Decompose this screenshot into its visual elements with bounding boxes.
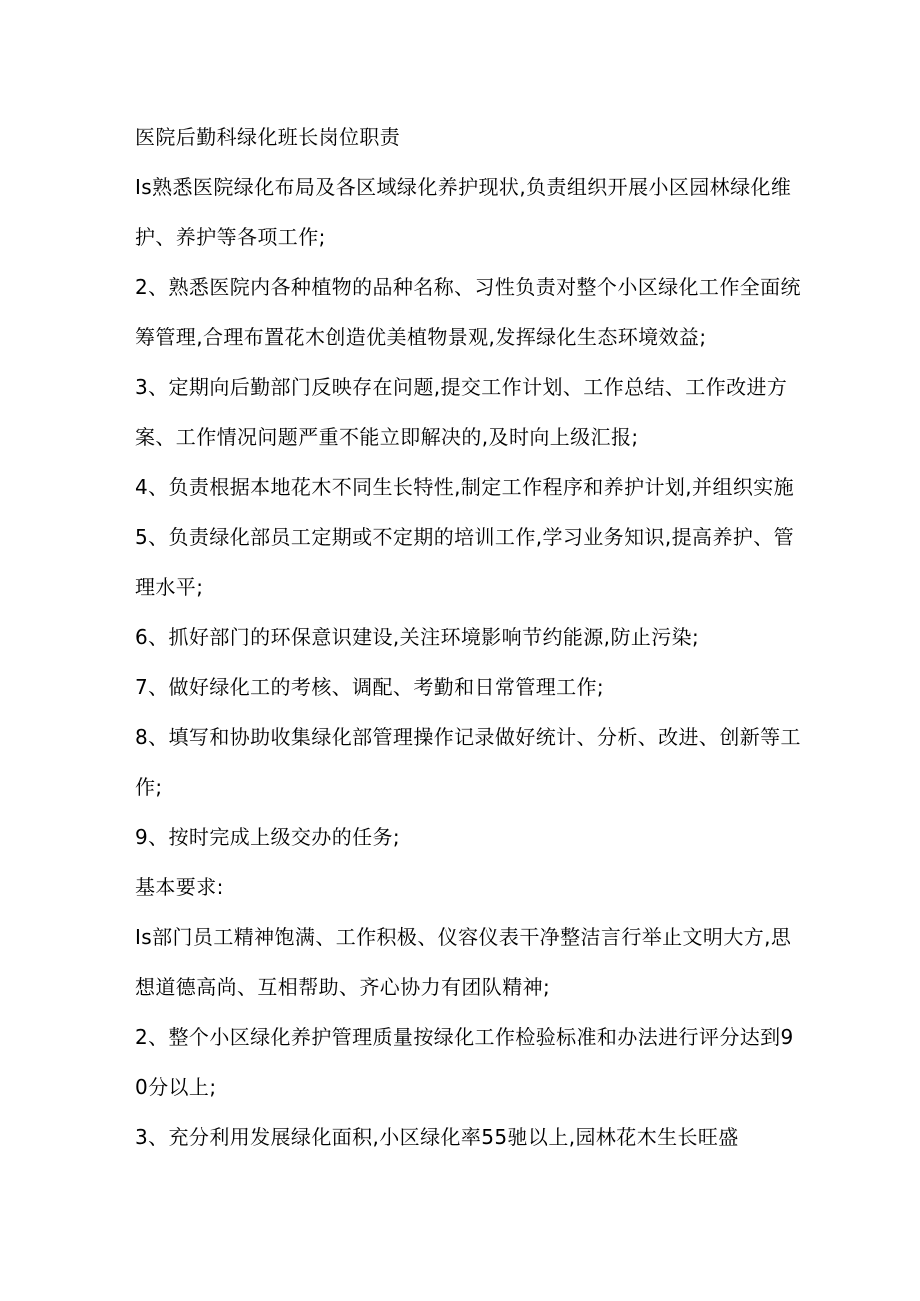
duty-item-2: 2、熟悉医院内各种植物的品种名称、习性负责对整个小区绿化工作全面统筹管理,合理布置花木创造优美植物景观,发挥绿化生态环境效益; [135,275,801,349]
requirement-item-1: Is部门员工精神饱满、工作积极、仪容仪表干净整洁言行举止文明大方,思想道德高尚、互相帮助、齐心协力有团队精神; [135,925,792,999]
requirements-heading: 基本要求: [135,875,224,899]
duty-item-8: 8、填写和协助收集绿化部管理操作记录做好统计、分析、改进、创新等工作; [135,725,801,799]
requirement-item-3: 3、充分利用发展绿化面积,小区绿化率55驰以上,园林花木生长旺盛 [135,1125,739,1149]
duty-item-6: 6、抓好部门的环保意识建设,关注环境影响节约能源,防止污染; [135,625,700,649]
duty-item-1: Is熟悉医院绿化布局及各区域绿化养护现状,负责组织开展小区园林绿化维护、养护等各项工作; [135,175,792,249]
duty-item-5: 5、负责绿化部员工定期或不定期的培训工作,学习业务知识,提高养护、管理水平; [135,525,795,599]
duty-item-3: 3、定期向后勤部门反映存在问题,提交工作计划、工作总结、工作改进方案、工作情况问题严重不能立即解决的,及时向上级汇报; [135,375,788,449]
duty-item-9: 9、按时完成上级交办的任务; [135,825,401,849]
document-body [135,112,805,1162]
document-title: 医院后勤科绿化班长岗位职责 [135,125,401,149]
duty-item-7: 7、做好绿化工的考核、调配、考勤和日常管理工作; [135,675,605,699]
requirement-item-2: 2、整个小区绿化养护管理质量按绿化工作检验标准和办法进行评分达到90分以上; [135,1025,794,1099]
duty-item-4: 4、负责根据本地花木不同生长特性,制定工作程序和养护计划,并组织实施 [135,475,795,499]
